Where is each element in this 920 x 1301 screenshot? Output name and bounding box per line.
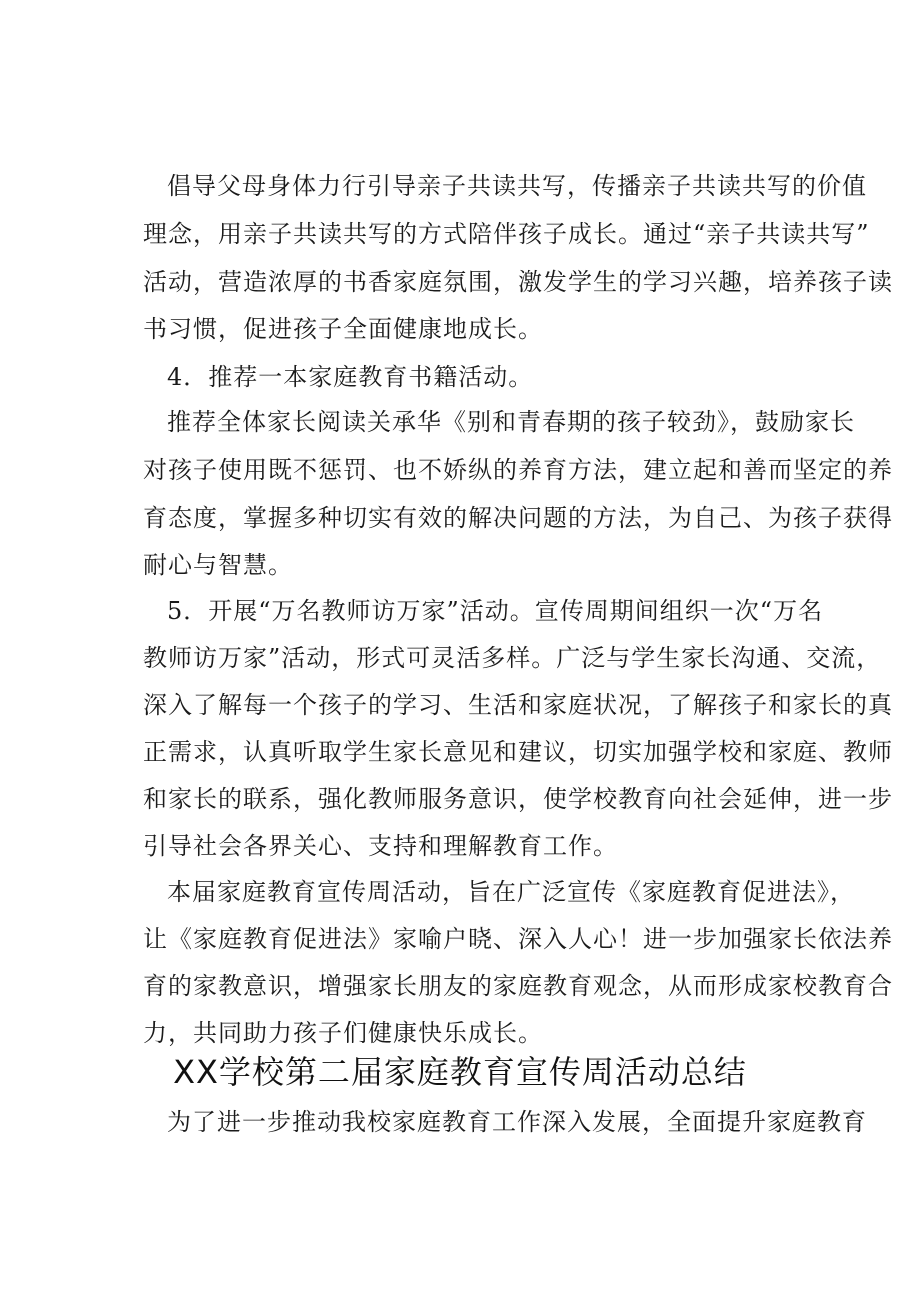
paragraph-line: 5．开展“万名教师访万家”活动。宣传周期间组织一次“万名: [167, 597, 824, 625]
paragraph-line: 深入了解每一个孩子的学习、生活和家庭状况，了解孩子和家长的真: [143, 691, 893, 719]
paragraph-line: 本届家庭教育宣传周活动，旨在广泛宣传《家庭教育促进法》，: [167, 878, 855, 906]
paragraph-line: 书习惯，促进孩子全面健康地成长。: [143, 315, 543, 343]
paragraph-line: 和家长的联系，强化教师服务意识，使学校教育向社会延伸，进一步: [143, 785, 893, 813]
paragraph-line: 力，共同助力孩子们健康快乐成长。: [143, 1019, 543, 1047]
paragraph-line: 活动，营造浓厚的书香家庭氛围，激发学生的学习兴趣，培养孩子读: [143, 268, 893, 296]
paragraph-line: 理念，用亲子共读共写的方式陪伴孩子成长。通过“亲子共读共写”: [143, 220, 870, 248]
paragraph-line: 育态度，掌握多种切实有效的解决问题的方法，为自己、为孩子获得: [143, 504, 893, 532]
paragraph-line: 正需求，认真听取学生家长意见和建议，切实加强学校和家庭、教师: [143, 738, 893, 766]
section-heading: 4．推荐一本家庭教育书籍活动。: [167, 363, 534, 391]
paragraph-line: 对孩子使用既不惩罚、也不娇纵的养育方法，建立起和善而坚定的养: [143, 456, 893, 484]
paragraph-line: 引导社会各界关心、支持和理解教育工作。: [143, 832, 618, 860]
paragraph-line: 育的家教意识，增强家长朋友的家庭教育观念，从而形成家校教育合: [143, 972, 893, 1000]
paragraph-line: 倡导父母身体力行引导亲子共读共写，传播亲子共读共写的价值: [167, 172, 867, 200]
paragraph-line: 让《家庭教育促进法》家喻户晓、深入人心！进一步加强家长依法养: [143, 925, 893, 953]
document-title: XX学校第二届家庭教育宣传周活动总结: [173, 1053, 747, 1091]
paragraph-line: 耐心与智慧。: [143, 551, 293, 579]
paragraph-line: 教师访万家”活动，形式可灵活多样。广泛与学生家长沟通、交流，: [143, 644, 882, 672]
paragraph-line: 推荐全体家长阅读关承华《别和青春期的孩子较劲》，鼓励家长: [167, 408, 855, 436]
paragraph-line: 为了进一步推动我校家庭教育工作深入发展，全面提升家庭教育: [167, 1108, 867, 1136]
